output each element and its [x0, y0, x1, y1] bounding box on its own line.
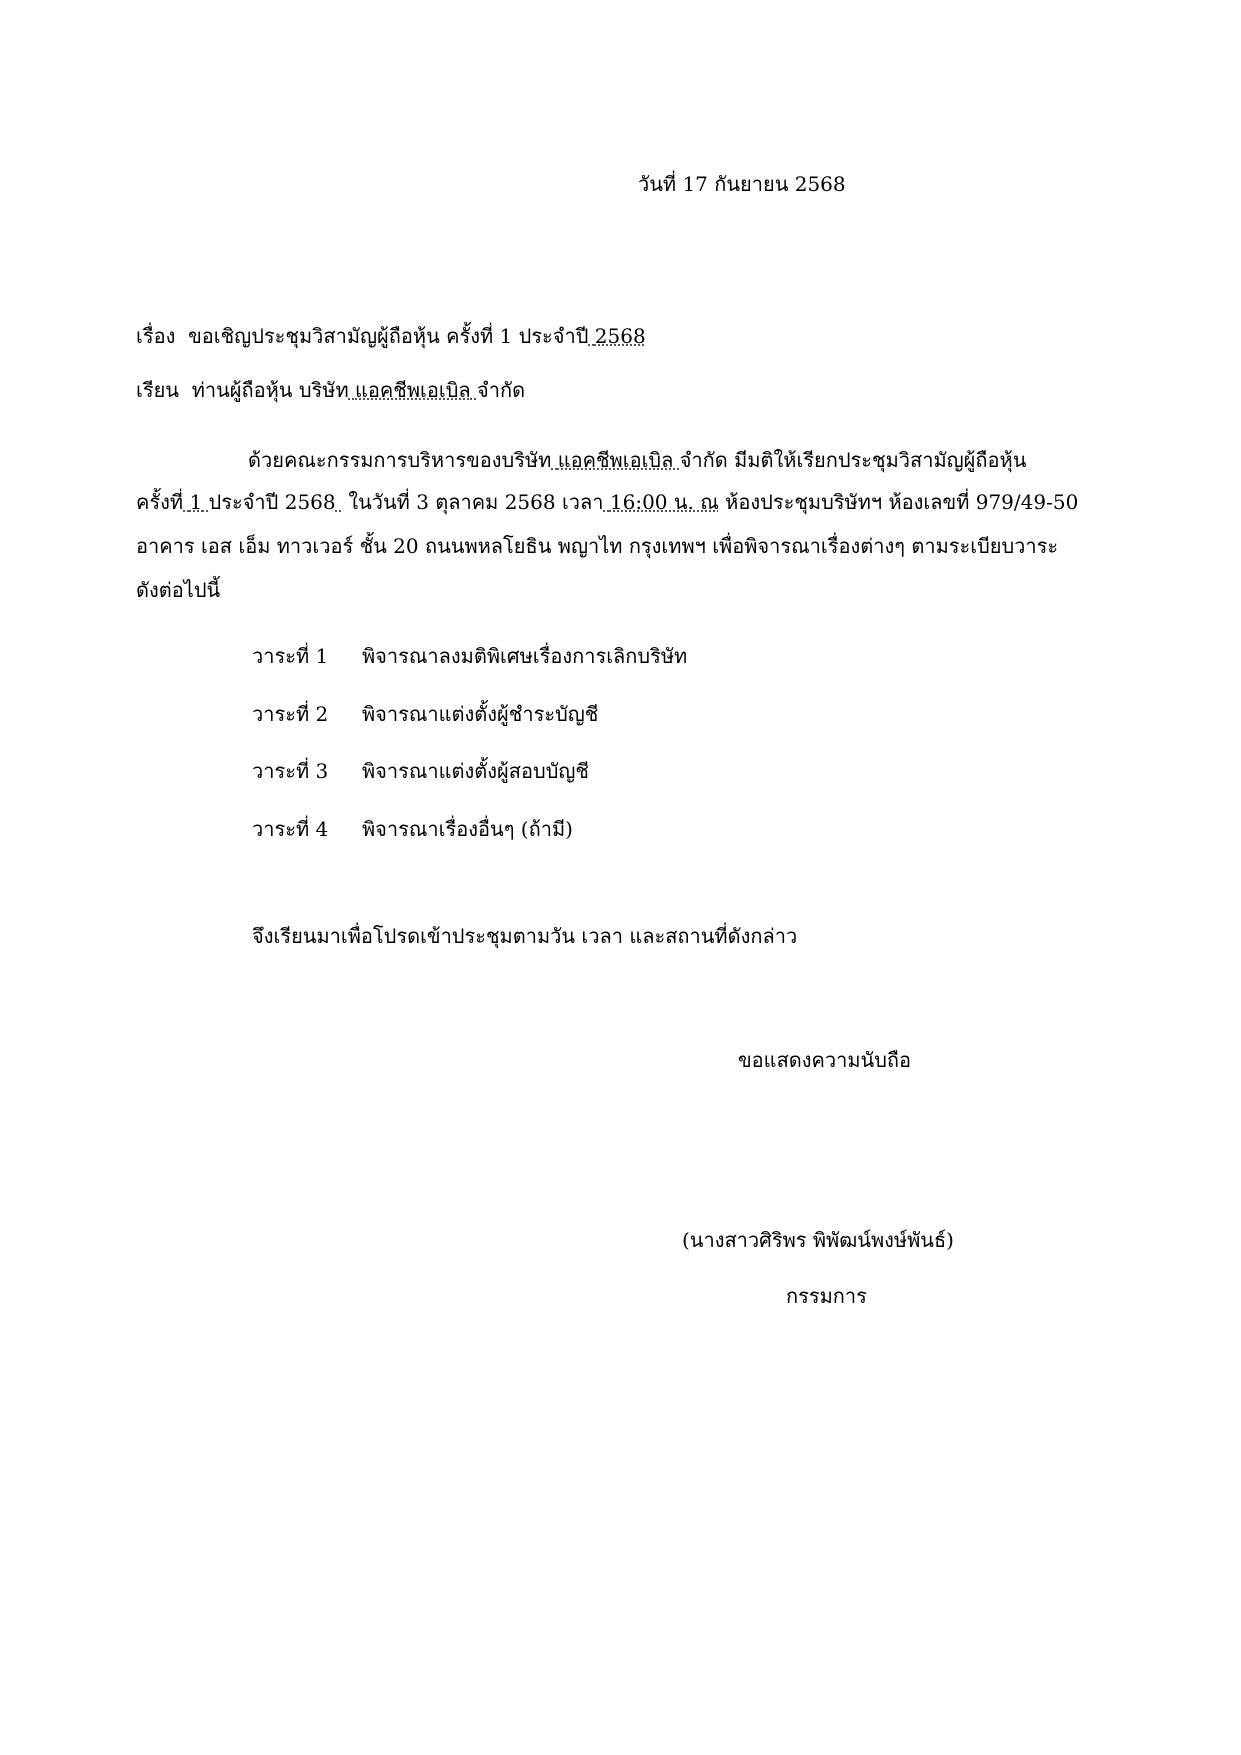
- subject-year: 2568: [594, 324, 646, 348]
- agenda-number: วาระที่ 1: [252, 644, 329, 668]
- recipient-line: [136, 376, 525, 404]
- signer-name: (นางสาวศิริพร พิพัฒน์พงษ์พันธ์): [682, 1228, 954, 1252]
- agenda-number: วาระที่ 3: [252, 759, 329, 783]
- agenda-text: พิจารณาแต่งตั้งผู้สอบบัญชี: [362, 759, 590, 783]
- body-text: ครั้งที่: [136, 490, 184, 514]
- signer-title: กรรมการ: [786, 1284, 867, 1308]
- body-text: ในวันที่ 3 ตุลาคม 2568 เวลา: [348, 490, 604, 514]
- closing-sentence: จึงเรียนมาเพื่อโปรดเข้าประชุมตามวัน เวลา และสถานที่ดังกล่าว: [252, 924, 798, 948]
- body-line-1: [248, 446, 1026, 474]
- body-line-2: [136, 488, 1078, 516]
- agenda-text: พิจารณาลงมติพิเศษเรื่องการเลิกบริษัท: [362, 644, 688, 668]
- agenda-number: วาระที่ 4: [252, 817, 329, 841]
- meeting-time: 16:00 น. ณ: [609, 490, 719, 514]
- recipient-company: แอคชีพเอเบิล: [355, 378, 471, 402]
- subject-text: ขอเชิญประชุมวิสามัญผู้ถือหุ้น ครั้งที่ 1 ประจำปี: [188, 324, 589, 348]
- body-line-4: ดังต่อไปนี้: [136, 578, 221, 602]
- agenda-text: พิจารณาเรื่องอื่นๆ (ถ้ามี): [362, 817, 573, 841]
- body-company: แอคชีพเอเบิล: [557, 448, 674, 472]
- recipient-label: เรียน: [136, 378, 179, 402]
- body-spacer: [336, 490, 342, 514]
- body-line-3: อาคาร เอส เอ็ม ทาวเวอร์ ชั้น 20 ถนนพหลโยธิน พญาไท กรุงเทพฯ เพื่อพิจารณาเรื่องต่างๆ ตามระเบียบวาระ: [136, 534, 1059, 558]
- agenda-item: [252, 757, 589, 785]
- regards: ขอแสดงความนับถือ: [738, 1048, 912, 1072]
- body-text: ประจำปี 2568: [208, 490, 336, 514]
- recipient-prefix: ท่านผู้ถือหุ้น บริษัท: [191, 378, 349, 402]
- body-text: ด้วยคณะกรรมการบริหารของบริษัท: [248, 448, 552, 472]
- agenda-text: พิจารณาแต่งตั้งผู้ชำระบัญชี: [362, 702, 599, 726]
- agenda-number: วาระที่ 2: [252, 702, 329, 726]
- subject-line: [136, 322, 646, 350]
- agenda-item: [252, 642, 687, 670]
- agenda-item: [252, 815, 573, 843]
- meeting-number: 1: [189, 490, 203, 514]
- recipient-suffix: จำกัด: [477, 378, 526, 402]
- agenda-item: [252, 700, 598, 728]
- body-text: ห้องประชุมบริษัทฯ ห้องเลขที่ 979/49-50: [725, 490, 1079, 514]
- body-text: จำกัด มีมติให้เรียกประชุมวิสามัญผู้ถือหุ้น: [679, 448, 1027, 472]
- letter-date: วันที่ 17 กันยายน 2568: [638, 172, 846, 196]
- subject-label: เรื่อง: [136, 324, 176, 348]
